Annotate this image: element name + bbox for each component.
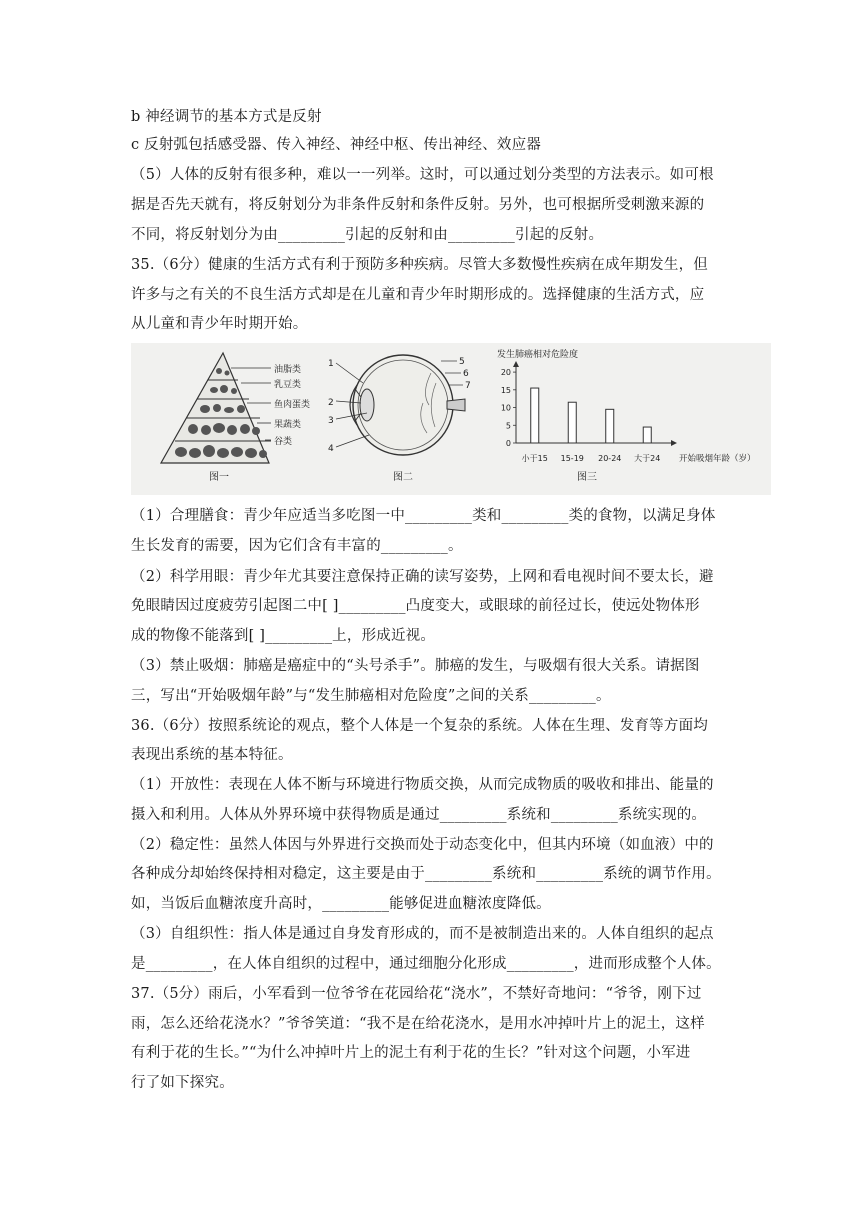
pyramid-label-grain: 谷类	[274, 437, 293, 447]
chart-xtick-label: 小于15	[521, 454, 548, 463]
figure-svg	[131, 343, 771, 495]
text-line: b 神经调节的基本方式是反射	[131, 109, 322, 125]
chart-bar	[531, 388, 539, 443]
text-line: 雨，怎么还给花浇水？”爷爷笑道：“我不是在给花浇水，是用水冲掉叶片上的泥土，这样	[131, 1016, 705, 1032]
pyramid-label-meat: 鱼肉蛋类	[274, 400, 311, 410]
text-line: （1）开放性：表现在人体不断与环境进行物质交换，从而完成物质的吸收和排出、能量的	[131, 777, 714, 793]
text-line: 成的物像不能落到[ ]_________上，形成近视。	[131, 628, 436, 644]
text-line: 生长发育的需要，因为它们含有丰富的_________。	[131, 538, 463, 554]
figure3-caption: 图三	[577, 472, 597, 483]
text-line: （1）合理膳食：青少年应适当多吃图一中_________类和_________类的食物，以满足身体	[131, 508, 716, 524]
text-line: 有利于花的生长。”“为什么冲掉叶片上的泥土有利于花的生长？”针对这个问题，小军进	[131, 1045, 691, 1061]
chart-bar	[606, 409, 614, 443]
text-line: 各种成分却始终保持相对稳定，这主要是由于_________系统和_________系统的调节作用。	[131, 866, 721, 882]
figure1-caption: 图一	[209, 472, 229, 483]
eye-label-3: 3	[328, 416, 334, 426]
question-37-heading: 37.（5分）雨后，小军看到一位爷爷在花园给花“浇水”，不禁好奇地问：“爷爷，刚下过	[131, 986, 702, 1002]
pyramid-label-fruitveg: 果蔬类	[274, 420, 302, 430]
chart-bar	[568, 402, 576, 443]
eyeball-diagram	[328, 355, 471, 483]
text-line: （3）自组织性：指人体是通过自身发育形成的，而不是被制造出来的。人体自组织的起点	[131, 926, 714, 942]
chart-ylabel: 发生肺癌相对危险度	[497, 350, 579, 360]
chart-ytick-label: 20	[500, 368, 511, 378]
text-line: c 反射弧包括感受器、传入神经、神经中枢、传出神经、效应器	[131, 137, 542, 153]
chart-ytick-label: 15	[500, 385, 511, 395]
text-line: 免眼睛因过度疲劳引起图二中[ ]_________凸度变大，或眼球的前径过长，使远处物体形	[131, 598, 700, 614]
text-line: （5）人体的反射有很多种，难以一一列举。这时，可以通过划分类型的方法表示。如可根	[131, 167, 714, 183]
food-pyramid	[161, 353, 310, 483]
eye-label-6: 6	[463, 369, 469, 379]
chart-xtick-label: 大于24	[634, 454, 661, 463]
text-line: （2）稳定性：虽然人体因与外界进行交换而处于动态变化中，但其内环境（如血液）中的	[131, 837, 714, 853]
lung-cancer-risk-chart	[497, 348, 756, 483]
chart-ytick-label: 10	[500, 403, 511, 413]
text-line: 表现出系统的基本特征。	[131, 747, 293, 763]
eye-label-4: 4	[328, 444, 334, 454]
text-line: 如，当饭后血糖浓度升高时，_________能够促进血糖浓度降低。	[131, 896, 551, 912]
eye-label-1: 1	[328, 359, 334, 369]
question-35-heading: 35.（6分）健康的生活方式有利于预防多种疾病。尽管大多数慢性疾病在成年期发生，但	[131, 257, 708, 273]
figure2-caption: 图二	[393, 472, 413, 483]
eye-label-2: 2	[328, 398, 334, 408]
text-line: 据是否先天就有，将反射划分为非条件反射和条件反射。另外，也可根据所受刺激来源的	[131, 197, 705, 213]
pyramid-label-dairy: 乳豆类	[274, 380, 302, 390]
text-line: 不同，将反射划分为由_________引起的反射和由_________引起的反射。	[131, 227, 604, 243]
question-36-heading: 36.（6分）按照系统论的观点，整个人体是一个复杂的系统。人体在生理、发育等方面均	[131, 718, 708, 734]
eye-label-5: 5	[459, 357, 465, 367]
text-line: 是_________，在人体自组织的过程中，通过细胞分化形成_________，进而形成整个人体。	[131, 956, 721, 972]
text-line: 摄入和利用。人体从外界环境中获得物质是通过_________系统和_________系统实现的。	[131, 807, 707, 823]
eye-label-7: 7	[465, 381, 471, 391]
figure-panel	[131, 343, 771, 495]
text-line: （3）禁止吸烟：肺癌是癌症中的“头号杀手”。肺癌的发生，与吸烟有很大关系。请据图	[131, 658, 700, 674]
chart-xtick-label: 20-24	[598, 454, 622, 463]
text-line: 行了如下探究。	[131, 1075, 234, 1091]
text-line: 三，写出“开始吸烟年龄”与“发生肺癌相对危险度”之间的关系_________。	[131, 688, 611, 704]
pyramid-label-oil: 油脂类	[274, 365, 302, 375]
text-line: 许多与之有关的不良生活方式却是在儿童和青少年时期形成的。选择健康的生活方式，应	[131, 287, 705, 303]
chart-ytick-label: 0	[505, 439, 511, 448]
chart-xlabel: 开始吸烟年龄（岁）	[679, 454, 756, 464]
chart-ytick-label: 5	[505, 421, 511, 431]
text-line: 从儿童和青少年时期开始。	[131, 316, 308, 332]
chart-bar	[643, 427, 651, 443]
text-line: （2）科学用眼：青少年尤其要注意保持正确的读写姿势，上网和看电视时间不要太长，避	[131, 569, 714, 585]
chart-xtick-label: 15-19	[560, 454, 584, 463]
